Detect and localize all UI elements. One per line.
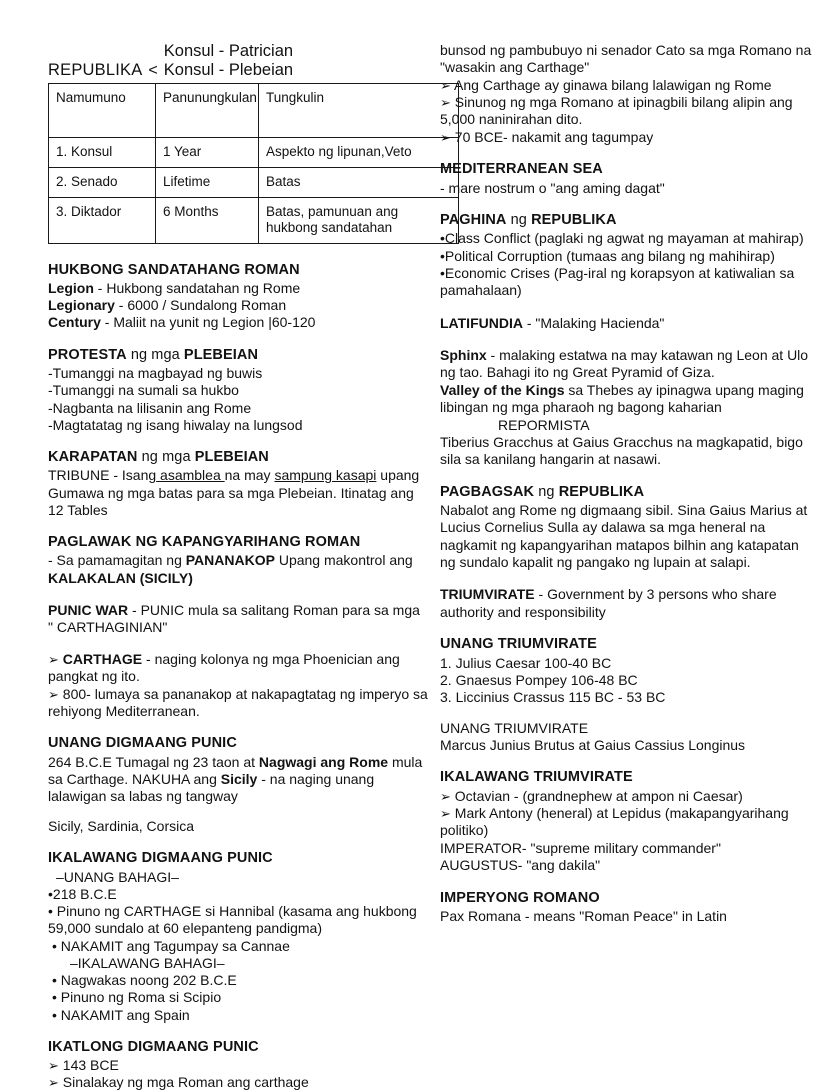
heading-part-b: ng [534, 483, 559, 500]
unang-punic-text-3: - na naging unang lalawigan sa labas ng tangway [48, 770, 375, 804]
section-carthage-continuation [440, 42, 818, 146]
list-item-text: 143 BCE [62, 1057, 119, 1074]
carthage-800-text: 800- lumaya sa pananakop at nakapagtatag ng imperyo sa rehiyong Mediterranean. [48, 685, 428, 719]
paglawak-text-1: - Sa pamamagitan ng [48, 552, 186, 569]
century-def: - Maliit na yunit ng Legion |60-120 [100, 314, 316, 331]
section-sphinx-valley-repormista [440, 347, 818, 469]
arrow-bullet-icon: ➢ [440, 788, 451, 804]
republika-table [48, 83, 459, 244]
table-cell: Lifetime [156, 167, 259, 197]
list-item: • Pinuno ng Roma si Scipio [52, 989, 222, 1006]
heading-part-a: PROTESTA [48, 346, 127, 363]
valley-of-kings-term: Valley of the Kings [440, 381, 565, 398]
list-item: 3. Liccinius Crassus 115 BC - 53 BC [440, 689, 666, 706]
punic-war-def: - PUNIC mula sa salitang Roman para sa mga ʺ CARTHAGINIANʺ [48, 601, 420, 636]
list-item: -Nagbanta na lilisanin ang Rome [48, 399, 252, 416]
legionary-def: - 6000 / Sundalong Roman [114, 297, 287, 314]
republika-header [48, 42, 428, 81]
gracchus-line: Tiberius Gracchus at Gaius Gracchus na magkapatid, bigo sila sa kanilang hangarin at nasawi. [440, 433, 803, 468]
carthage-line [48, 651, 428, 685]
republika-label: REPUBLIKA [48, 61, 143, 80]
arrow-bullet-icon: ➢ [48, 652, 59, 668]
list-item [440, 788, 818, 805]
section-ikalawang-triumvirate [440, 769, 818, 874]
list-item-text: 70 BCE- nakamit ang tagumpay [454, 128, 654, 145]
heading-part-b: ng mga [126, 346, 184, 363]
pananakop-term: PANANAKOP [185, 552, 275, 569]
assassins-line: Marcus Junius Brutus at Gaius Cassius Longinus [440, 736, 746, 753]
arrow-bullet-icon: ➢ [48, 1058, 59, 1074]
list-item: -Magtatatag ng isang hiwalay na lungsod [48, 416, 303, 433]
section-ikalawang-digmaang-punic [48, 850, 428, 1023]
section-pagbagsak-republika [440, 484, 818, 572]
heading-part-c: PLEBEIAN [194, 448, 269, 465]
spacer [440, 707, 818, 720]
carthage-def: - naging kolonya ng mga Phoenician ang pangkat ng ito. [48, 651, 400, 685]
latifundia-line [440, 315, 818, 332]
list-item [440, 77, 818, 94]
left-column [0, 42, 440, 1092]
table-cell: 6 Months [156, 197, 259, 243]
table-header-cell-tungkulin: Tungkulin [259, 83, 459, 137]
section-heading [440, 484, 818, 501]
list-item [440, 129, 818, 146]
section-heading [440, 212, 818, 229]
punic-war-line [48, 602, 428, 636]
section-imperyong-romano [440, 890, 818, 926]
latifundia-term: LATIFUNDIA [440, 314, 523, 331]
part-label-ikalawang-bahagi: –IKALAWANG BAHAGI– [70, 954, 225, 971]
heading-part-c: PLEBEIAN [183, 346, 259, 363]
right-column [440, 42, 828, 1092]
section-heading: UNANG DIGMAANG PUNIC [48, 735, 237, 752]
sphinx-term: Sphinx [440, 347, 487, 364]
arrow-bullet-icon: ➢ [440, 95, 451, 111]
century-term: Century [48, 314, 101, 331]
legionary-line [48, 297, 428, 314]
section-unang-digmaang-punic [48, 735, 428, 835]
republika-consul-types [164, 42, 293, 81]
heading-part-a: PAGHINA [440, 211, 507, 228]
list-item: • Pinuno ng CARTHAGE si Hannibal (kasama ang hukbong 59,000 sundalo at 60 elepanteng pandigma) [48, 903, 417, 937]
heading-part-b: ng mga [137, 448, 195, 465]
heading-part-c: REPUBLIKA [558, 483, 645, 500]
section-heading: PAGLAWAK NG KAPANGYARIHANG ROMAN [48, 533, 361, 550]
sphinx-def: - malaking estatwa na may katawan ng Leon at Ulo ng tao. Bahagi ito ng Great Pyramid of Giza. [440, 347, 809, 381]
section-heading: IKALAWANG DIGMAANG PUNIC [48, 850, 273, 867]
list-item-text: Octavian - (grandnephew at ampon ni Caesar) [454, 787, 743, 804]
century-line [48, 314, 428, 331]
table-header-cell-panunungkulan: Panunungkulan [156, 83, 259, 137]
triumvirate-line [440, 586, 818, 621]
section-heading [48, 347, 428, 364]
unang-punic-text-1: 264 B.C.E Tumagal ng 23 taon at [48, 753, 259, 770]
list-item-text: Sinunog ng mga Romano at ipinagbili bilang alipin ang 5,000 naninirahan dito. [440, 94, 793, 128]
two-column-layout [0, 42, 828, 1092]
list-item [48, 1074, 428, 1091]
list-item: -Tumanggi na sumali sa hukbo [48, 382, 239, 399]
list-item: •Class Conflict (paglaki ng agwat ng mayaman at mahirap) [440, 230, 804, 247]
cato-line: bunsod ng pambubuyo ni senador Cato sa mga Romano na ʺwasakin ang Carthageʺ [440, 42, 812, 76]
section-mediterranean-sea [440, 161, 818, 197]
list-item: •Political Corruption (tumaas ang bilang ng mahihirap) [440, 247, 775, 264]
arrow-bullet-icon: ➢ [48, 686, 59, 702]
carthage-term: CARTHAGE [62, 651, 143, 668]
augustus-line: AUGUSTUS- ʺang dakilaʺ [440, 857, 601, 874]
legionary-term: Legionary [48, 297, 115, 314]
section-ikatlong-digmaang-punic [48, 1039, 428, 1092]
section-heading: IMPERYONG ROMANO [440, 889, 600, 906]
konsul-patrician-line: Konsul - Patrician [163, 42, 294, 60]
nagwagi-rome-term: Nagwagi ang Rome [258, 753, 389, 770]
table-row [49, 167, 459, 197]
pax-romana-line: Pax Romana - means ʺRoman Peaceʺ in Latin [440, 907, 727, 924]
table-row [49, 137, 459, 167]
repormista-subheading: REPORMISTA [498, 416, 590, 433]
section-punic-war [48, 602, 428, 636]
table-header-cell-namumuno: Namumuno [49, 83, 156, 137]
carthage-800-line [48, 686, 428, 720]
section-heading: IKALAWANG TRIUMVIRATE [440, 769, 633, 786]
section-carthage [48, 651, 428, 720]
section-heading: IKATLONG DIGMAANG PUNIC [48, 1038, 259, 1055]
list-item: • NAKAMIT ang Tagumpay sa Cannae [52, 937, 290, 954]
heading-part-a: PAGBAGSAK [440, 483, 535, 500]
list-item: 2. Gnaesus Pompey 106-48 BC [440, 671, 638, 688]
list-item: •218 B.C.E [48, 886, 117, 902]
section-heading [48, 449, 428, 466]
kalakalan-term: KALAKALAN (SICILY) [48, 569, 193, 586]
section-paghina-republika [440, 212, 818, 300]
table-cell: 1. Konsul [49, 137, 156, 167]
unang-punic-text-2: mula sa Carthage. NAKUHA ang [48, 753, 423, 787]
triumvirate-term: TRIUMVIRATE [440, 586, 535, 603]
tribune-text-1: TRIBUNE - Isang [48, 467, 157, 484]
section-heading: HUKBONG SANDATAHANG ROMAN [48, 261, 300, 278]
heading-part-a: KARAPATAN [48, 448, 138, 465]
arrow-bullet-icon: ➢ [48, 1075, 59, 1091]
table-cell: 1 Year [156, 137, 259, 167]
legion-line [48, 280, 428, 297]
list-item: -Tumanggi na magbayad ng buwis [48, 365, 263, 382]
section-hukbong-sandatahang-roman [48, 262, 428, 332]
heading-part-b: ng [506, 211, 532, 228]
list-item: • Nagwakas noong 202 B.C.E [52, 972, 237, 989]
section-protesta-plebeian [48, 347, 428, 434]
latifundia-def: - ʺMalaking Haciendaʺ [522, 314, 665, 331]
list-item-text: Ang Carthage ay ginawa bilang lalawigan ng Rome [454, 76, 772, 93]
list-item: • NAKAMIT ang Spain [52, 1006, 190, 1023]
unang-triumvirate-second-heading: UNANG TRIUMVIRATE [440, 719, 589, 736]
valley-line [440, 382, 818, 417]
table-row [49, 197, 459, 243]
valley-def: sa Thebes ay ipinagwa upang maging libingan ng mga pharaoh ng bagong kaharian [440, 381, 804, 416]
tribune-paragraph [48, 467, 428, 519]
heading-part-c: REPUBLIKA [531, 211, 617, 228]
pagbagsak-body: Nabalot ang Rome ng digmaang sibil. Sina Gaius Marius at Lucius Cornelius Sulla ay dalawa sa mga heneral na nagkamit ng kapangyarihan matapos bilhin ang katapatan ng sundalo kapalit ng pangako ng lupain at salapi. [440, 502, 808, 571]
legion-def: - Hukbong sandatahan ng Rome [93, 280, 301, 297]
konsul-plebeian-line: Konsul - Plebeian [163, 61, 294, 80]
provinces-line: Sicily, Sardinia, Corsica [48, 818, 195, 835]
arrow-bullet-icon: ➢ [440, 77, 451, 93]
section-latifundia [440, 315, 818, 332]
part-label-unang-bahagi: –UNANG BAHAGI– [56, 868, 179, 885]
tribune-underline-asamblea: asamblea [156, 467, 225, 484]
tribune-underline-sampung-kasapi: sampung kasapi [274, 467, 377, 484]
list-item [440, 805, 818, 840]
table-cell: 3. Diktador [49, 197, 156, 243]
unang-punic-body [48, 754, 428, 806]
list-item-text: Sinalakay ng mga Roman ang carthage [62, 1074, 309, 1091]
section-karapatan-plebeian [48, 449, 428, 519]
list-item: 1. Julius Caesar 100-40 BC [440, 654, 612, 671]
imperator-line: IMPERATOR- ʺsupreme military commanderʺ [440, 839, 721, 856]
paglawak-body [48, 552, 428, 586]
table-cell: 2. Senado [49, 167, 156, 197]
legion-term: Legion [48, 280, 94, 297]
mediterranean-definition: - mare nostrum o ʺang aming dagatʺ [440, 179, 665, 196]
section-heading: MEDITERRANEAN SEA [440, 161, 603, 178]
table-cell: Aspekto ng lipunan,Veto [259, 137, 459, 167]
tribune-text-3: upang Gumawa ng mga batas para sa mga Plebeian. Itinatag ang 12 Tables [48, 467, 420, 518]
triumvirate-def: - Government by 3 persons who share authority and responsibility [440, 586, 777, 620]
punic-war-term: PUNIC WAR [48, 601, 129, 618]
table-cell: Batas, pamunuan ang hukbong sandatahan [259, 197, 459, 243]
table-header-row [49, 83, 459, 137]
tribune-text-2: na may [224, 467, 275, 484]
sicily-term: Sicily [220, 770, 258, 787]
arrow-bullet-icon: ➢ [440, 806, 451, 822]
paglawak-text-2: Upang makontrol ang [274, 552, 413, 569]
arrow-bullet-icon: ➢ [440, 129, 451, 145]
spacer [48, 805, 428, 818]
section-unang-triumvirate [440, 636, 818, 754]
list-item: •Economic Crises (Pag-iral ng korapsyon at katiwalian sa pamahalaan) [440, 265, 795, 299]
list-item [48, 1057, 428, 1074]
section-heading: UNANG TRIUMVIRATE [440, 636, 597, 653]
section-triumvirate-definition [440, 586, 818, 621]
list-item [440, 94, 818, 129]
section-paglawak-kapangyarihang-roman [48, 534, 428, 587]
table-cell: Batas [259, 167, 459, 197]
republika-relation-symbol: < [148, 62, 158, 80]
list-item-text: Mark Antony (heneral) at Lepidus (makapangyarihang politiko) [440, 805, 789, 839]
sphinx-line [440, 347, 818, 382]
